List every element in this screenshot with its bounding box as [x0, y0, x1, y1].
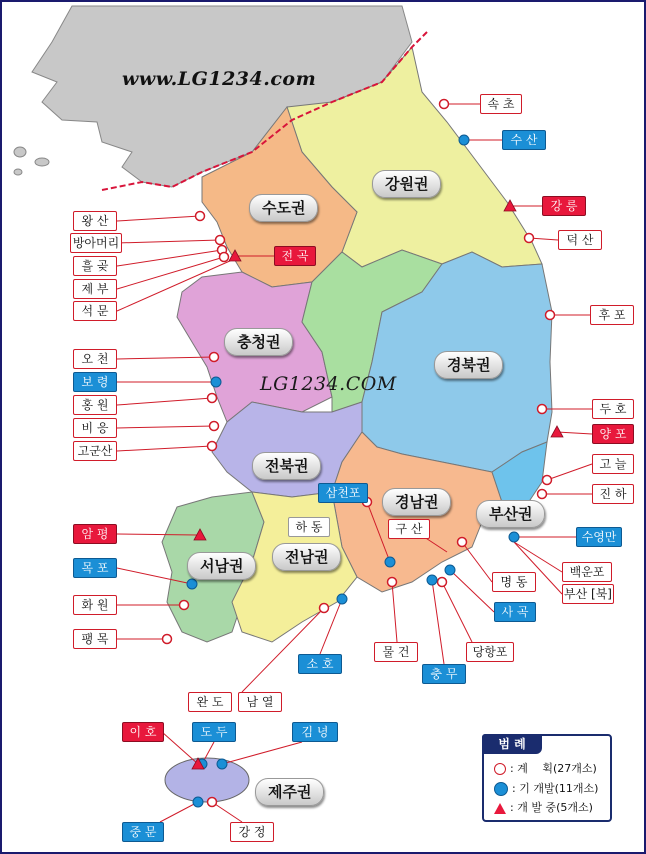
site-label-gangneung: 강 릉 — [542, 196, 586, 216]
site-label-namyeol: 남 열 — [238, 692, 282, 712]
region-label-gyeongbuk: 경북권 — [434, 351, 503, 379]
site-label-deoksan: 덕 산 — [558, 230, 602, 250]
site-label-myeongdong: 명 동 — [492, 572, 536, 592]
region-label-jeonbuk: 전북권 — [252, 452, 321, 480]
site-label-gusan: 구 산 — [388, 519, 430, 539]
site-label-gimnyeong: 김 녕 — [292, 722, 338, 742]
site-label-suyeongman: 수영만 — [576, 527, 622, 547]
site-label-soho: 소 호 — [298, 654, 342, 674]
legend-row-developing — [494, 799, 593, 817]
site-label-ampyeong: 암 평 — [73, 524, 117, 544]
site-label-samcheonpo: 삼천포 — [318, 483, 368, 503]
site-label-gogunsan: 고군산 — [73, 441, 117, 461]
legend-row-existing — [494, 780, 598, 798]
site-label-sagok: 사 곡 — [494, 602, 536, 622]
existing-dot-icon — [494, 782, 508, 796]
region-label-busan: 부산권 — [476, 500, 545, 528]
planned-circle-icon — [494, 763, 506, 775]
island — [14, 169, 22, 175]
region-label-seonam: 서남권 — [187, 552, 256, 580]
site-label-wando: 완 도 — [188, 692, 232, 712]
legend-row-planned — [494, 760, 597, 778]
region-label-chungcheong: 충청권 — [224, 328, 293, 356]
legend-planned-text: : 계 획(27개소) — [510, 762, 597, 775]
site-label-goneul: 고 늘 — [592, 454, 634, 474]
region-label-gangwon: 강원권 — [372, 170, 441, 198]
region-label-jeonnam: 전남권 — [272, 543, 341, 571]
site-label-jinha: 진 하 — [592, 484, 634, 504]
region-label-gyeongnam: 경남권 — [382, 488, 451, 516]
site-label-chungmu: 충 무 — [422, 664, 466, 684]
legend-title: 범 례 — [482, 734, 542, 754]
site-label-mulgeon: 물 건 — [374, 642, 418, 662]
region-label-sudo: 수도권 — [249, 194, 318, 222]
legend-box — [482, 734, 612, 822]
island — [35, 158, 49, 166]
site-label-hongwon: 홍 원 — [73, 395, 117, 415]
site-label-ulgot: 흘 곶 — [73, 256, 117, 276]
legend-developing-text: : 개 발 중(5개소) — [510, 801, 593, 814]
site-label-iho: 이 호 — [122, 722, 164, 742]
developing-triangle-icon — [494, 803, 506, 814]
site-label-bangamori: 방아머리 — [70, 233, 122, 253]
site-label-paengmok: 팽 목 — [73, 629, 117, 649]
site-label-jeongok: 전 곡 — [274, 246, 316, 266]
site-label-bieung: 비 응 — [73, 418, 117, 438]
island — [14, 147, 26, 157]
site-label-mokpo: 목 포 — [73, 558, 117, 578]
site-label-hadong: 하 동 — [288, 517, 330, 537]
site-label-busanbuk: 부산 [북] — [562, 584, 614, 604]
site-label-jungmun: 중 문 — [122, 822, 164, 842]
site-label-boryeong: 보 령 — [73, 372, 117, 392]
site-label-hwawon: 화 원 — [73, 595, 117, 615]
region-label-jeju: 제주권 — [255, 778, 324, 806]
site-label-danghangpo: 당항포 — [466, 642, 514, 662]
site-label-dodu: 도 두 — [192, 722, 236, 742]
watermark-center: LG1234.COM — [260, 373, 397, 395]
site-label-wangsan: 왕 산 — [73, 211, 117, 231]
site-label-baegunpo: 백운포 — [562, 562, 612, 582]
site-label-seokmun: 석 문 — [73, 301, 117, 321]
site-label-sokcho: 속 초 — [480, 94, 522, 114]
site-label-gangjeong: 강 정 — [230, 822, 274, 842]
site-label-jebu: 제 부 — [73, 279, 117, 299]
site-label-hupo: 후 포 — [590, 305, 634, 325]
site-label-susan: 수 산 — [502, 130, 546, 150]
legend-existing-text: : 기 개발(11개소) — [512, 782, 599, 795]
site-label-yangpo: 양 포 — [592, 424, 634, 444]
watermark-top: www.LG1234.com — [122, 68, 317, 90]
site-label-ocheon: 오 천 — [73, 349, 117, 369]
site-label-dueho: 두 호 — [592, 399, 634, 419]
